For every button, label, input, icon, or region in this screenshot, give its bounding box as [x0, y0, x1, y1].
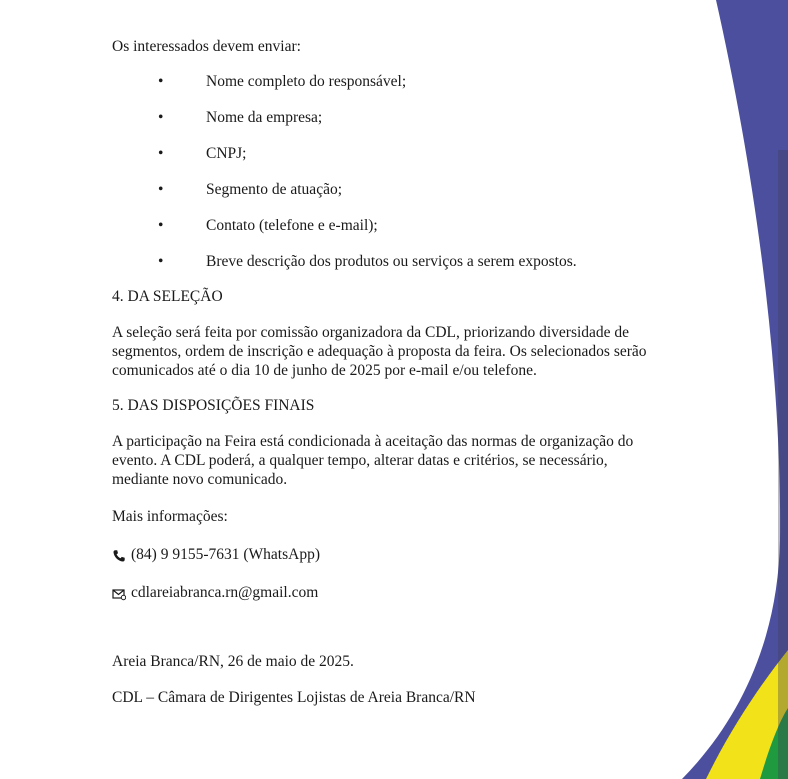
- list-item-text: Contato (telefone e e-mail);: [206, 217, 378, 234]
- list-item: [112, 144, 672, 163]
- envelope-icon: [112, 587, 126, 601]
- paragraph-line: A seleção será feita por comissão organizadora da CDL, priorizando diversidade de: [112, 324, 630, 341]
- bullet-dot: •: [158, 109, 164, 126]
- requirements-list: [112, 72, 672, 271]
- more-info-label: Mais informações:: [112, 508, 228, 525]
- yellow-band-shape: [706, 650, 788, 779]
- phone-icon: [112, 549, 126, 563]
- list-item: [112, 108, 672, 127]
- green-band-shape: [724, 700, 788, 779]
- document-content: [112, 30, 672, 707]
- bullet-dot: •: [158, 181, 164, 198]
- paragraph-line: segmentos, ordem de inscrição e adequação à proposta da feira. Os selecionados serão: [112, 343, 647, 360]
- paragraph-line: evento. A CDL poderá, a qualquer tempo, alterar datas e critérios, se necessário,: [112, 452, 608, 469]
- paragraph-line: comunicados até o dia 10 de junho de 2025 por e-mail e/ou telefone.: [112, 362, 537, 379]
- purple-band-shape: [682, 0, 788, 779]
- paragraph-line: A participação na Feira está condicionada à aceitação das normas de organização do: [112, 433, 634, 450]
- intro-text: Os interessados devem enviar:: [112, 38, 301, 55]
- email-contact: [112, 583, 672, 602]
- section-4-paragraph: [112, 323, 672, 380]
- bullet-dot: •: [158, 253, 164, 270]
- list-item-text: CNPJ;: [206, 145, 247, 162]
- place-and-date: Areia Branca/RN, 26 de maio de 2025.: [112, 653, 354, 670]
- list-item-text: Segmento de atuação;: [206, 181, 343, 198]
- email-address[interactable]: cdlareiabranca.rn@gmail.com: [131, 584, 319, 601]
- bullet-dot: •: [158, 217, 164, 234]
- phone-contact: [112, 545, 672, 564]
- list-item-text: Breve descrição dos produtos ou serviços a serem expostos.: [206, 253, 577, 270]
- list-item: [112, 216, 672, 235]
- paragraph-line: mediante novo comunicado.: [112, 471, 288, 488]
- section-5-paragraph: [112, 432, 672, 489]
- list-item-text: Nome da empresa;: [206, 109, 323, 126]
- section-4-title: 4. DA SELEÇÃO: [112, 288, 223, 305]
- section-5-title: 5. DAS DISPOSIÇÕES FINAIS: [112, 397, 315, 414]
- bullet-dot: •: [158, 145, 164, 162]
- bullet-dot: •: [158, 73, 164, 90]
- list-item: [112, 72, 672, 91]
- signature: CDL – Câmara de Dirigentes Lojistas de Areia Branca/RN: [112, 689, 476, 706]
- list-item: [112, 252, 672, 271]
- right-edge-strip: [778, 150, 788, 779]
- list-item-text: Nome completo do responsável;: [206, 73, 407, 90]
- list-item: [112, 180, 672, 199]
- phone-number: (84) 9 9155-7631 (WhatsApp): [131, 546, 320, 563]
